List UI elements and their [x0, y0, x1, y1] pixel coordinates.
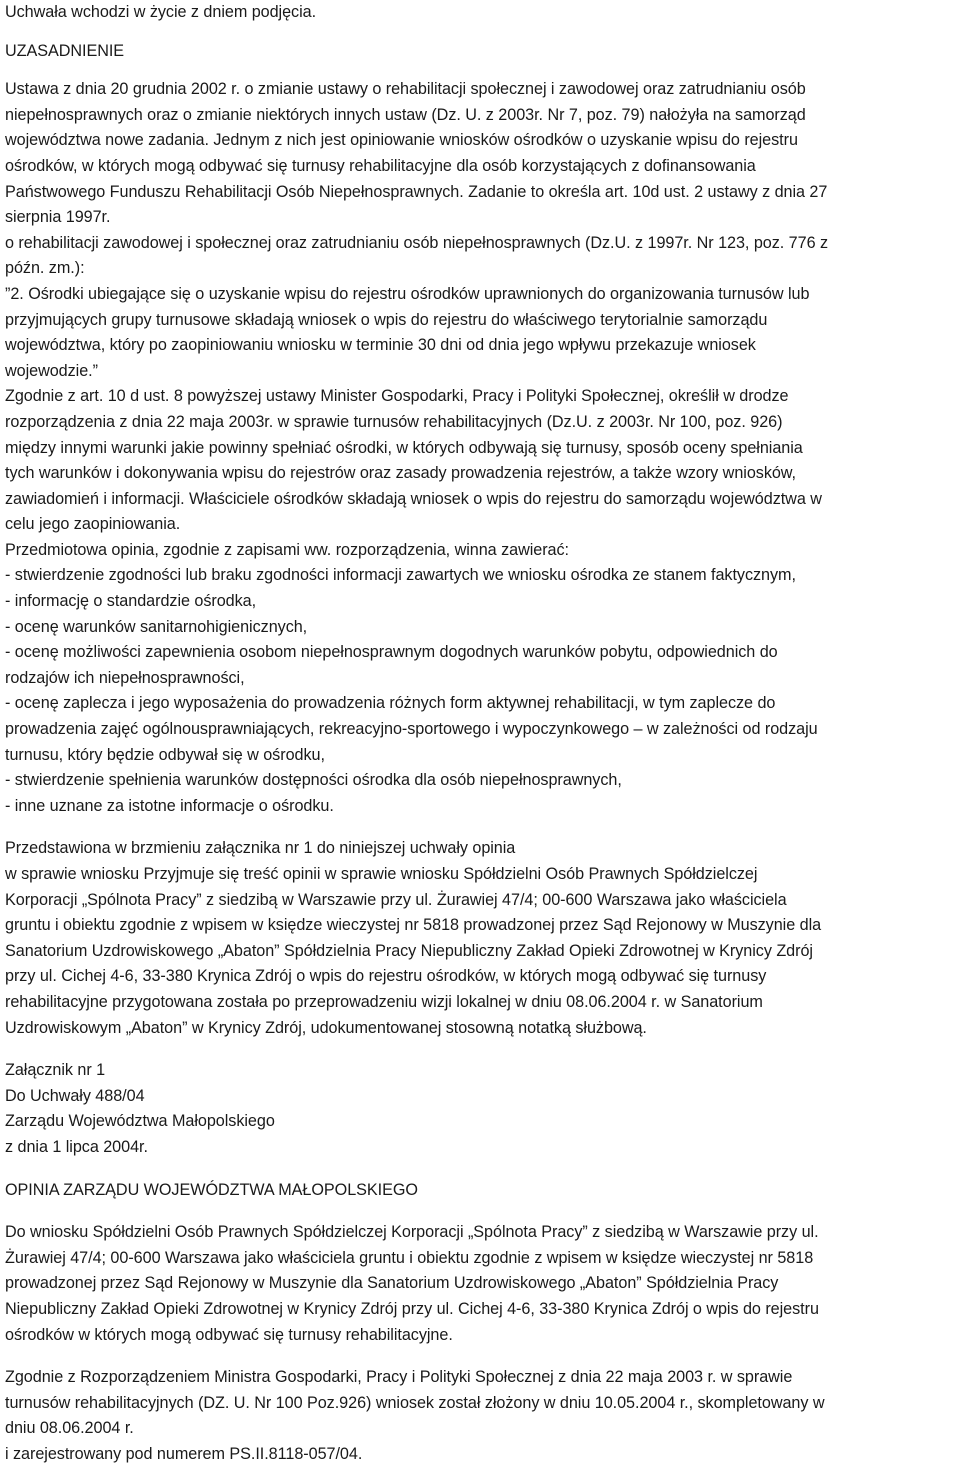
text-line: - ocenę zaplecza i jego wyposażenia do prowadzenia różnych form aktywnej rehabilitacji, w tym zaplecze do	[5, 694, 776, 713]
text-line: województwa, który po zaopiniowaniu wniosku w terminie 30 dni od dnia jego wpływu przekazuje wniosek	[5, 336, 756, 355]
text-line: województwa nowe zadania. Jednym z nich jest opiniowanie wniosków ośrodków o uzyskanie wpisu do rejestru	[5, 131, 798, 150]
text-line: gruntu i obiektu zgodnie z wpisem w księdze wieczystej nr 5818 prowadzonej przez Sąd Rejonowy w Muszynie dla	[5, 916, 822, 935]
text-line: rodzajów ich niepełnosprawności,	[5, 668, 245, 687]
text-line: przy ul. Cichej 4-6, 33-380 Krynica Zdrój o wpis do rejestru ośrodków, w których mogą odbywać się turnusy	[5, 967, 767, 986]
text-line: Niepubliczny Zakład Opieki Zdrowotnej w Krynicy Zdrój przy ul. Cichej 4-6, 33-380 Krynica Zdrój o wpis do rejestru	[5, 1299, 819, 1318]
regulation-paragraph	[5, 1365, 957, 1467]
text-line: dniu 08.06.2004 r.	[5, 1419, 134, 1438]
opinion-heading	[5, 1178, 957, 1204]
text-line: ośrodków w których mogą odbywać się turnusy rehabilitacyjne.	[5, 1325, 453, 1344]
text-line: UZASADNIENIE	[5, 41, 125, 60]
spacer	[5, 26, 957, 39]
spacer	[5, 1348, 957, 1365]
justification-heading	[5, 39, 957, 65]
text-line: w sprawie wniosku Przyjmuje się treść opinii w sprawie wniosku Spółdzielni Osób Prawnych Spółdzielczej	[5, 865, 758, 883]
text-line: zawiadomień i informacji. Właściciele ośrodków składają wniosek o wpis do rejestru do samorządu województwa w	[5, 489, 822, 508]
text-line: Korporacji „Spólnota Pracy” z siedzibą w Warszawie przy ul. Żurawiej 47/4; 00-600 Warszawa jako właściciela	[5, 890, 787, 909]
text-line: Zarządu Województwa Małopolskiego	[5, 1112, 275, 1131]
text-line: rozporządzenia z dnia 22 maja 2003r. w sprawie turnusów rehabilitacyjnych (Dz.U. z 2003r. Nr 100, poz. 926)	[5, 412, 783, 431]
text-line: prowadzenia zajęć ogólnousprawniających, rekreacyjno-sportowego i wypoczynkowego – w zależności od rodzaju	[5, 720, 818, 739]
text-line: ”2. Ośrodki ubiegające się o uzyskanie wpisu do rejestru ośrodków uprawnionych do organizowania turnusów lub	[5, 284, 810, 303]
text-line: Załącznik nr 1	[5, 1061, 106, 1080]
text-line: - ocenę możliwości zapewnienia osobom niepełnosprawnym dogodnych warunków pobytu, odpowiednich do	[5, 643, 778, 662]
attachment-block	[5, 1058, 957, 1160]
text-line: Uchwała wchodzi w życie z dniem podjęcia.	[5, 3, 317, 21]
text-line: - stwierdzenie zgodności lub braku zgodności informacji zawartych we wniosku ośrodka ze stanem faktycznym,	[5, 566, 796, 585]
text-line: Przedmiotowa opinia, zgodnie z zapisami ww. rozporządzenia, winna zawierać:	[5, 540, 569, 559]
text-line: o rehabilitacji zawodowej i społecznej oraz zatrudnianiu osób niepełnosprawnych (Dz.U. z 1997r. Nr 123, poz. 776 z	[5, 233, 829, 252]
text-line: - informację o standardzie ośrodka,	[5, 592, 257, 611]
text-line: prowadzonej przez Sąd Rejonowy w Muszynie dla Sanatorium Uzdrowiskowego „Abaton” Spółdzielnia Pracy	[5, 1274, 779, 1293]
text-line: i zarejestrowany pod numerem PS.II.8118-057/04.	[5, 1444, 363, 1463]
text-line: późn. zm.):	[5, 259, 85, 278]
spacer	[5, 1161, 957, 1178]
text-line: rehabilitacyjne przygotowana została po przeprowadzeniu wizji lokalnej w dniu 08.06.2004 r. w Sanatorium	[5, 992, 763, 1011]
text-line: sierpnia 1997r.	[5, 208, 111, 227]
spacer	[5, 819, 957, 836]
text-line: turnusu, który będzie odbywał się w ośrodku,	[5, 745, 325, 764]
text-line: Ustawa z dnia 20 grudnia 2002 r. o zmianie ustawy o rehabilitacji społecznej i zawodowej oraz zatrudnianiu osób	[5, 80, 806, 99]
text-line: turnusów rehabilitacyjnych (DZ. U. Nr 100 Poz.926) wniosek został złożony w dniu 10.05.2004 r., skompletowany w	[5, 1393, 825, 1412]
text-line: wojewodzie.”	[5, 361, 98, 380]
text-line: Do Uchwały 488/04	[5, 1086, 145, 1105]
text-line: - inne uznane za istotne informacje o ośrodku.	[5, 796, 334, 815]
opinion-paragraph	[5, 1220, 957, 1348]
spacer	[5, 1041, 957, 1058]
text-line: Uzdrowiskowym „Abaton” w Krynicy Zdrój, udokumentowanej stosowną notatką służbową.	[5, 1018, 647, 1037]
text-line: z dnia 1 lipca 2004r.	[5, 1137, 148, 1156]
spacer	[5, 1203, 957, 1220]
text-line: tych warunków i dokonywania wpisu do rejestrów oraz zasady prowadzenia rejestrów, a także wzory wniosków,	[5, 464, 797, 483]
text-line: celu jego zaopiniowania.	[5, 515, 181, 534]
text-line: OPINIA ZARZĄDU WOJEWÓDZTWA MAŁOPOLSKIEGO	[5, 1180, 418, 1199]
text-line: niepełnosprawnych oraz o zmianie niektórych innych ustaw (Dz. U. z 2003r. Nr 7, poz. 79) nałożyła na samorząd	[5, 105, 806, 124]
text-line: Żurawiej 47/4; 00-600 Warszawa jako właściciela gruntu i obiektu zgodnie z wpisem w księdze wieczystej nr 5818	[5, 1248, 814, 1267]
spacer	[5, 64, 957, 77]
text-line: - ocenę warunków sanitarnohigienicznych,	[5, 617, 308, 636]
text-line: ośrodków, w których mogą odbywać się turnusy rehabilitacyjne dla osób korzystających z dofinansowania	[5, 156, 756, 175]
text-line: Zgodnie z Rozporządzeniem Ministra Gospodarki, Pracy i Polityki Społecznej z dnia 22 maja 2003 r. w sprawie	[5, 1368, 793, 1387]
justification-paragraph	[5, 77, 957, 819]
intro-paragraph	[5, 0, 957, 26]
text-line: - stwierdzenie spełnienia warunków dostępności ośrodka dla osób niepełnosprawnych,	[5, 771, 622, 790]
text-line: między innymi warunki jakie powinny spełniać ośrodki, w których odbywają się turnusy, sposób oceny spełniania	[5, 438, 803, 457]
text-line: Zgodnie z art. 10 d ust. 8 powyższej ustawy Minister Gospodarki, Pracy i Polityki Społecznej, określił w drodze	[5, 387, 789, 406]
text-line: przyjmujących grupy turnusowe składają wniosek o wpis do rejestru do właściwego terytorialnie samorządu	[5, 310, 768, 329]
text-line: Państwowego Funduszu Rehabilitacji Osób Niepełnosprawnych. Zadanie to określa art. 10d ust. 2 ustawy z dnia 27	[5, 182, 828, 201]
text-line: Przedstawiona w brzmieniu załącznika nr 1 do niniejszej uchwały opinia	[5, 839, 516, 858]
text-line: Sanatorium Uzdrowiskowego „Abaton” Spółdzielnia Pracy Niepubliczny Zakład Opieki Zdrowotnej w Krynicy Zdrój	[5, 941, 813, 960]
text-line: Do wniosku Spółdzielni Osób Prawnych Spółdzielczej Korporacji „Spólnota Pracy” z siedzibą w Warszawie przy ul.	[5, 1223, 819, 1242]
document-body	[5, 0, 957, 1467]
presented-paragraph	[5, 836, 957, 1041]
